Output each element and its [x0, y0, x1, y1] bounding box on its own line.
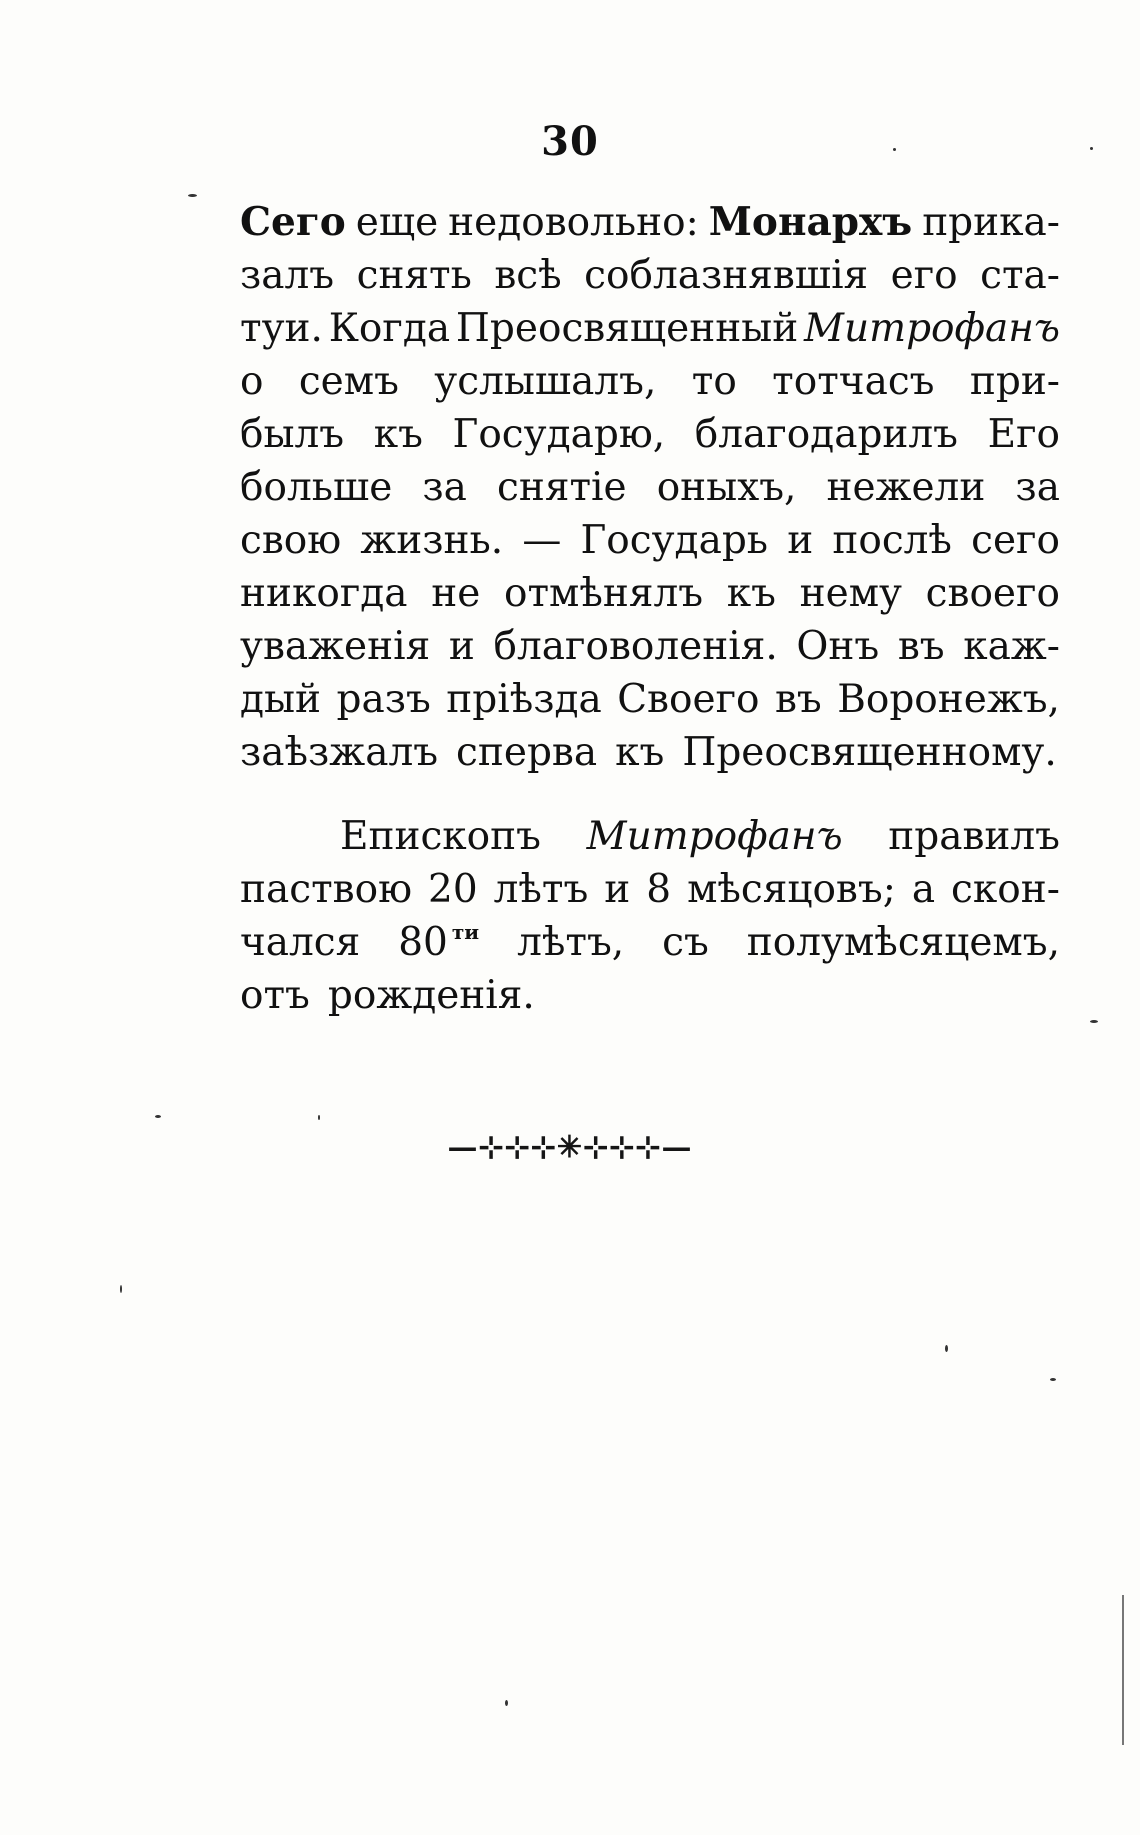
word: послѣ [832, 518, 952, 563]
word: а [911, 867, 936, 912]
word: Его [987, 412, 1060, 457]
word: 8 [646, 867, 672, 912]
scan-speck [505, 1700, 508, 1706]
scan-speck [188, 194, 197, 197]
word: полумѣсяцемъ, [746, 920, 1060, 965]
word: отъ [240, 973, 310, 1018]
word: снятіе [497, 465, 627, 510]
word: уваженія [240, 624, 431, 669]
word: нежели [826, 465, 986, 510]
word: соблазнявшія [584, 253, 869, 298]
word: и [604, 867, 631, 912]
text-line [240, 567, 1060, 620]
word: 20 [428, 867, 478, 912]
word: своего [925, 571, 1060, 616]
word: услышалъ, [434, 359, 657, 404]
word: Государю, [452, 412, 666, 457]
word: свою [240, 518, 342, 563]
word: тотчасъ [772, 359, 935, 404]
scan-speck [893, 148, 896, 151]
word: Сего [240, 199, 346, 245]
word: Митрофанъ [586, 814, 843, 859]
word: ста- [980, 253, 1060, 298]
scan-speck [120, 1285, 122, 1293]
word: дый [240, 677, 322, 722]
text-line [240, 461, 1060, 514]
word: скон- [951, 867, 1060, 912]
word-with-superscript [398, 916, 479, 975]
paragraph-2 [240, 810, 1060, 1022]
word: сего [971, 518, 1060, 563]
word: къ [726, 571, 776, 616]
word: за [422, 465, 467, 510]
word: семъ [298, 359, 399, 404]
text-line [240, 302, 1060, 355]
word: въ [897, 624, 945, 669]
word: благодарилъ [694, 412, 958, 457]
word: не [431, 571, 481, 616]
word: снять [356, 253, 472, 298]
word: чался [240, 920, 361, 965]
word: Епископъ [340, 814, 541, 859]
word: рожденія. [327, 973, 535, 1018]
word: отмѣнялъ [503, 571, 704, 616]
word: залъ [240, 253, 335, 298]
word: его [890, 253, 958, 298]
word: то [691, 359, 737, 404]
word: Государь [580, 518, 769, 563]
superscript: ти [451, 920, 480, 944]
word: 80 [398, 920, 448, 965]
scan-speck [155, 1115, 161, 1118]
scan-speck [1050, 1378, 1056, 1381]
word: былъ [240, 412, 345, 457]
word: Воронежъ, [837, 677, 1060, 722]
text-line [240, 916, 1060, 969]
word: жизнь. [360, 518, 504, 563]
word: сперва [456, 730, 598, 775]
word: мѣсяцовъ; [687, 867, 896, 912]
word: разъ [336, 677, 431, 722]
scan-speck [1090, 147, 1093, 150]
text-line [240, 863, 1060, 916]
word: заѣзжалъ [240, 730, 439, 775]
text-line [240, 408, 1060, 461]
word: туи. [240, 306, 323, 351]
word: при- [969, 359, 1060, 404]
word: и [448, 624, 475, 669]
word: еще [355, 200, 439, 245]
page-number: 30 [541, 118, 599, 165]
word: оныхъ, [656, 465, 797, 510]
word: прика- [922, 200, 1060, 245]
text-line [240, 514, 1060, 567]
word: въ [774, 677, 822, 722]
word: къ [373, 412, 423, 457]
word: благоволенія. [493, 624, 778, 669]
word: Преосвященный [455, 306, 799, 351]
paragraph-1 [240, 196, 1060, 779]
word: Своего [617, 677, 760, 722]
word: и [787, 518, 814, 563]
scan-edge-line [1122, 1595, 1124, 1745]
ornament-divider: —⊹⊹⊹✳⊹⊹⊹— [447, 1130, 693, 1165]
text-line [240, 726, 1060, 779]
scan-speck [1090, 1020, 1098, 1023]
word: всѣ [494, 253, 562, 298]
text-line [240, 673, 1060, 726]
text-line [240, 810, 1060, 863]
word: Когда [328, 306, 451, 351]
text-line [240, 249, 1060, 302]
text-line [240, 620, 1060, 673]
word: за [1015, 465, 1060, 510]
word: никогда [240, 571, 408, 616]
word: паствою [240, 867, 413, 912]
word: правилъ [888, 814, 1060, 859]
word: съ [662, 920, 709, 965]
text-line [240, 969, 1060, 1022]
word: лѣтъ [493, 867, 589, 912]
word: недовольно: [448, 200, 699, 245]
text-line [240, 196, 1060, 249]
word: лѣтъ, [517, 920, 625, 965]
word: Преосвященному. [682, 730, 1057, 775]
word: Монархъ [708, 199, 913, 245]
word: пріѣзда [446, 677, 602, 722]
word: — [522, 518, 562, 563]
word: о [240, 359, 264, 404]
text-line [240, 355, 1060, 408]
scan-speck [945, 1345, 948, 1352]
word: каж- [963, 624, 1060, 669]
word: нему [799, 571, 902, 616]
scan-speck [318, 1115, 320, 1120]
word: Онъ [796, 624, 880, 669]
word: больше [240, 465, 393, 510]
word: Митрофанъ [804, 306, 1060, 351]
word: къ [615, 730, 665, 775]
